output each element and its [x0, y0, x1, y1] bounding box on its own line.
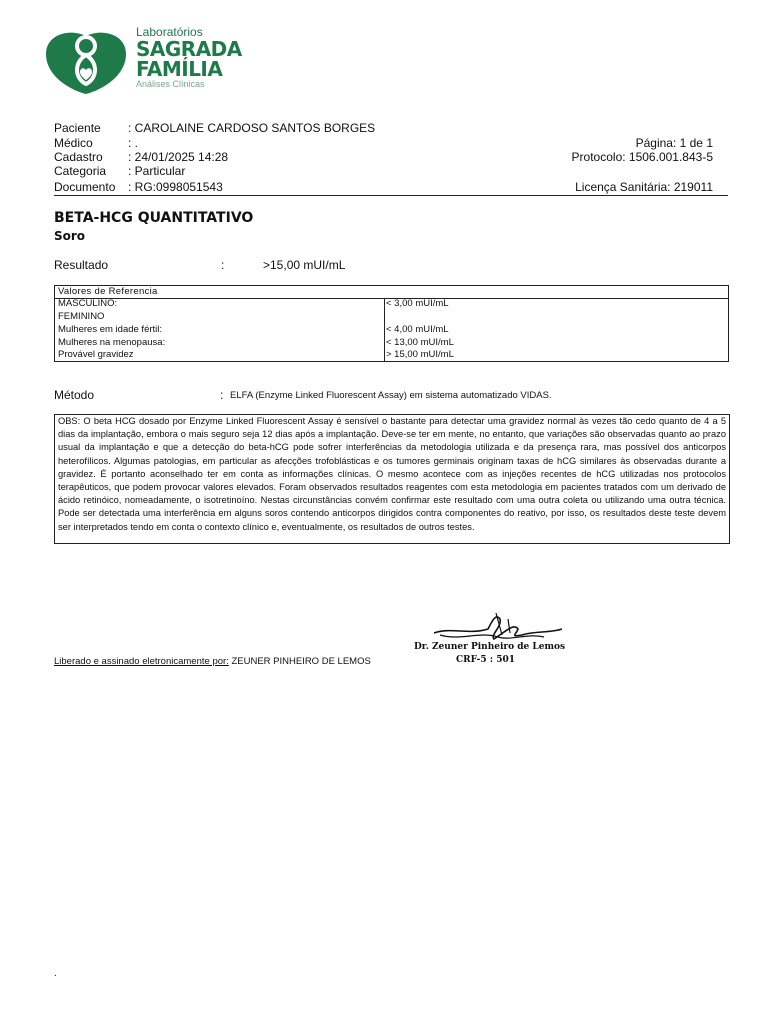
header-divider: [54, 195, 728, 196]
exam-material: Soro: [54, 229, 86, 243]
reference-value: < 4,00 mUI/mL: [386, 324, 449, 335]
protocol-number: Protocolo: 1506.001.843-5: [571, 150, 713, 164]
exam-title: BETA-HCG QUANTITATIVO: [54, 210, 254, 226]
logo-name-line2: FAMÍLIA: [136, 57, 223, 81]
release-name: ZEUNER PINHEIRO DE LEMOS: [228, 656, 371, 667]
table-row: [55, 311, 728, 323]
method-colon: :: [220, 388, 224, 402]
logo-wordmark: [136, 26, 276, 90]
sagrada-familia-logo-icon: [40, 26, 132, 96]
documento-value: : RG:0998051543: [128, 180, 223, 194]
table-row: [55, 298, 728, 310]
cadastro-value: : 24/01/2025 14:28: [128, 150, 229, 164]
table-row: [55, 337, 728, 349]
categoria-value: : Particular: [128, 164, 186, 178]
method-row: [54, 388, 734, 402]
signatory-crf: CRF-5 : 501: [456, 655, 516, 665]
reference-header: Valores de Referencia: [55, 286, 728, 299]
reference-values-table: [54, 285, 729, 362]
medico-label: Médico: [54, 136, 93, 150]
medico-value: : .: [128, 136, 139, 150]
reference-value: < 13,00 mUI/mL: [386, 337, 454, 348]
observation-box: OBS: O beta HCG dosado por Enzyme Linked Fluorescent Assay é sensível o bastante para detectar uma gravidez normal às vezes tão cedo quanto de 4 a 5 dias da implantação, embora o mais seguro seja 12 dias após a implantação. Deve-se ter em mente, no entanto, que variações são observadas quanto ao prazo usual da implantação e que a detecção do beta-hCG pode sofrer interferências da metodologia utilizada e da presença rara, mas possível dos anticorpos heterofílicos. Algumas patologias, em particular as afecções trofoblásticas e os tumores germinais originam taxas de hCG similares às observadas durante a gravidez. É portanto aconselhado ter em conta as informações clínicas. O mesmo acontece com as injeções recentes de hCG utilizadas nos protocolos terapêuticos, que podem provocar valores elevados. Foram observados resultados reagentes com esta metodologia em pacientes tratados com um derivado de ácido retinóico, nomeadamente, o isotretinoíno. Nestas circunstâncias convém confirmar este resultado com uma outra coleta ou utilizando uma outra técnica. Pode ser detectada uma interferência em alguns soros contendo anticorpos dirigidos contra componentes do reativo, por isso, os resultados deste teste devem ser interpretados tendo em conta o contexto clínico e, eventualmente, os resultados de outros testes.: [54, 414, 730, 544]
categoria-label: Categoria: [54, 164, 107, 178]
logo-name-line1: SAGRADA: [136, 37, 242, 61]
logo-subtitle: Análises Clínicas: [136, 79, 205, 89]
method-label: Método: [54, 388, 95, 402]
sanitary-license: Licença Sanitária: 219011: [575, 180, 713, 194]
reference-value: > 15,00 mUI/mL: [386, 349, 454, 360]
paciente-label: Paciente: [54, 121, 101, 135]
reference-label: Mulheres na menopausa:: [58, 337, 166, 348]
reference-label: Provável gravidez: [58, 349, 134, 360]
logo-lab-text: Laboratórios: [136, 25, 203, 39]
page-number: Página: 1 de 1: [635, 136, 713, 150]
reference-label: MASCULINO:: [58, 298, 118, 309]
table-row: [55, 324, 728, 336]
cadastro-label: Cadastro: [54, 150, 103, 164]
lab-logo: [40, 24, 270, 100]
result-colon: :: [221, 258, 225, 272]
result-value: >15,00 mUI/mL: [263, 258, 346, 272]
paciente-value: : CAROLAINE CARDOSO SANTOS BORGES: [128, 121, 376, 135]
signatory-name: Dr. Zeuner Pinheiro de Lemos: [414, 642, 566, 652]
footer-dot: .: [54, 968, 57, 979]
result-row: [54, 258, 654, 274]
method-text: ELFA (Enzyme Linked Fluorescent Assay) em sistema automatizado VIDAS.: [230, 390, 552, 401]
reference-label: Mulheres em idade fértil:: [58, 324, 163, 335]
result-label: Resultado: [54, 258, 109, 272]
documento-label: Documento: [54, 180, 116, 194]
release-prefix: Liberado e assinado eletronicamente por:: [54, 656, 229, 667]
table-row: [55, 349, 728, 361]
reference-label: FEMININO: [58, 311, 105, 322]
reference-value: < 3,00 mUI/mL: [386, 298, 449, 309]
electronic-release-note: [54, 656, 371, 667]
